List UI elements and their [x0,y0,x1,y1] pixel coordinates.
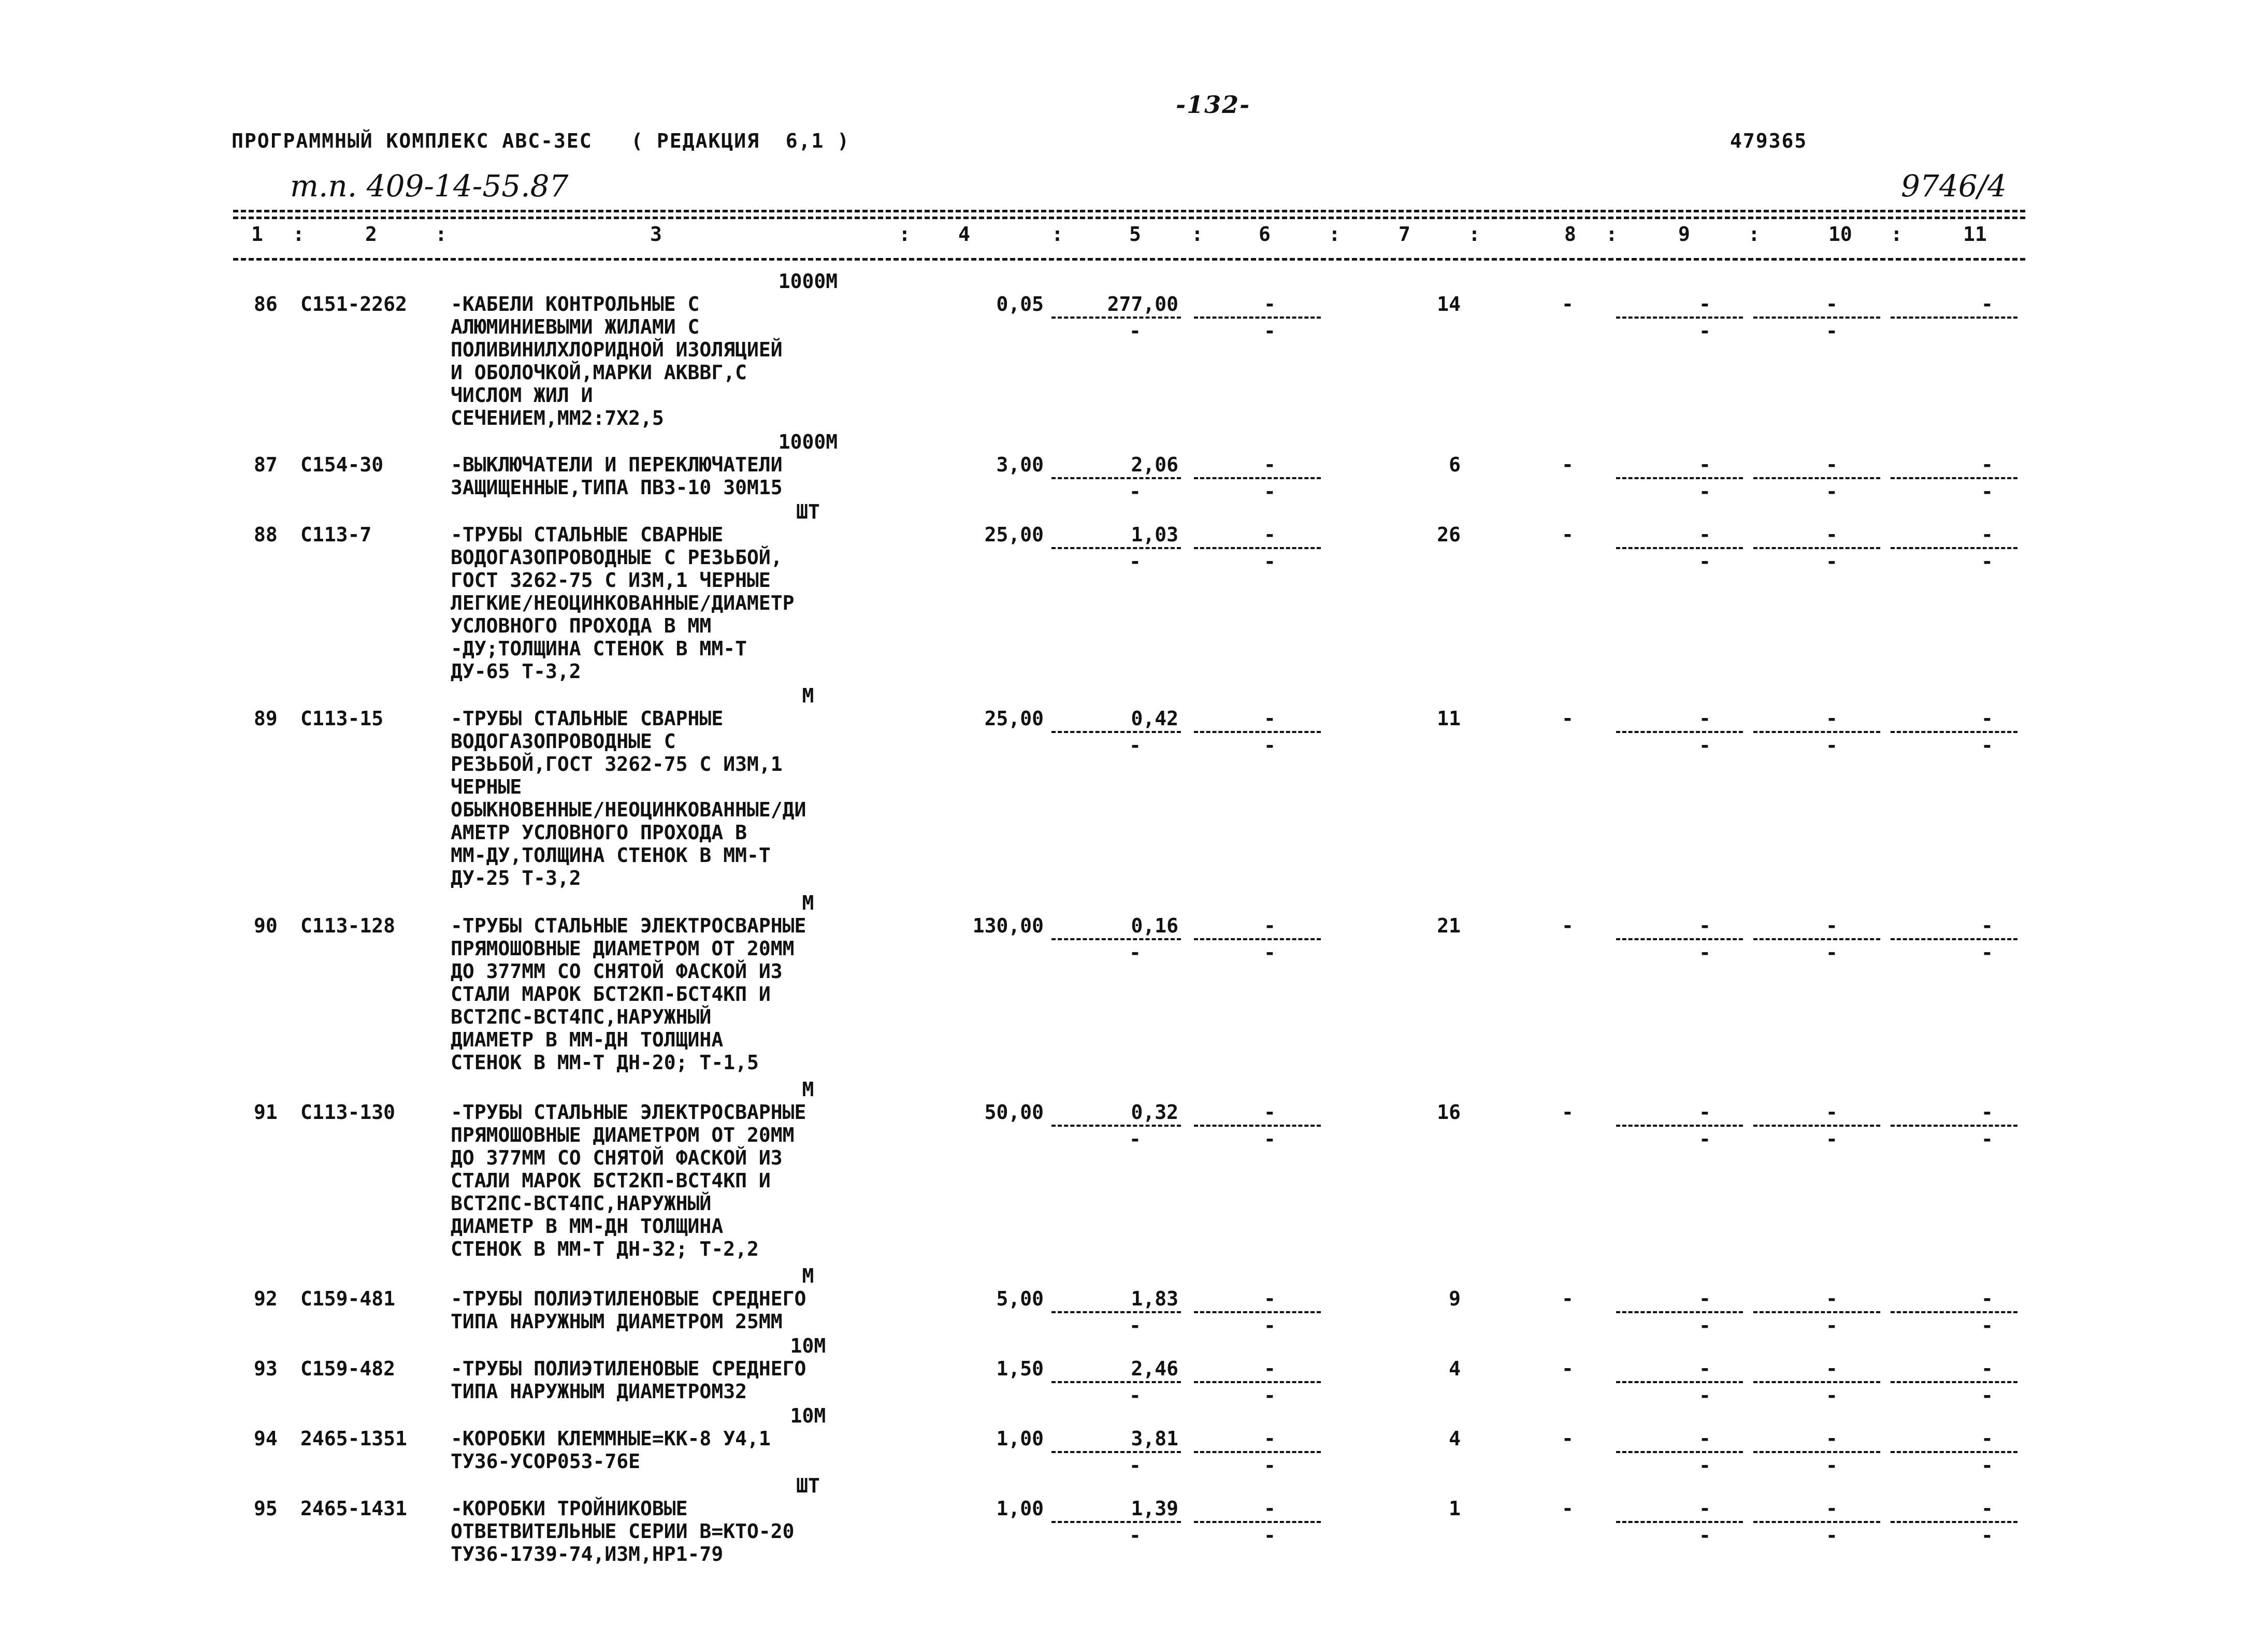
sub-value-6: - [1264,1128,1276,1151]
col-7-value: 16 [1437,1101,1461,1124]
col-10-value: - [1826,1427,1838,1450]
sub-value-9: - [1699,1384,1711,1407]
subtotal-rule [1753,938,1880,940]
resource-description: -ТРУБЫ ПОЛИЭТИЛЕНОВЫЕ СРЕДНЕГО ТИПА НАРУЖНЫМ ДИАМЕТРОМ32 [451,1357,806,1403]
sub-value-10: - [1826,480,1838,503]
sub-value-11: - [1981,1128,1993,1151]
row-number: 89 [254,707,278,730]
subtotal-rule [1616,317,1743,319]
sub-value-11: - [1981,1384,1993,1407]
subtotal-rule [1891,1311,2017,1313]
sub-value-10: - [1826,1524,1838,1547]
quantity: 1,00 [996,1427,1044,1450]
header-top-rule [233,210,2025,212]
row-number: 95 [254,1497,278,1520]
sub-value-11: - [1981,480,1993,503]
subtotal-rule [1891,1451,2017,1453]
col-7-value: 14 [1437,293,1461,315]
col-11-value: - [1981,523,1993,546]
unit-label: М [802,1265,814,1287]
resource-code: С113-130 [300,1101,396,1124]
column-header-3: 3 [650,223,662,246]
sub-value-11: - [1981,941,1993,964]
column-header-2: 2 [365,223,377,246]
sub-value-6: - [1264,1384,1276,1407]
col-10-value: - [1826,1101,1838,1124]
col-11-value: - [1981,1101,1993,1124]
subtotal-rule [1891,547,2017,549]
subtotal-rule [1051,317,1181,319]
subtotal-rule [1891,938,2017,940]
sub-value-5: - [1129,320,1141,342]
col-11-value: - [1981,1287,1993,1310]
row-number: 88 [254,523,278,546]
col-6-value: - [1264,707,1276,730]
sub-value-9: - [1699,320,1711,342]
unit-price: 2,46 [1131,1357,1178,1380]
sub-value-10: - [1826,320,1838,342]
subtotal-rule [1616,1125,1743,1127]
col-9-value: - [1699,707,1711,730]
subtotal-rule [1616,1521,1743,1523]
unit-price: 0,42 [1131,707,1178,730]
col-10-value: - [1826,1287,1838,1310]
subtotal-rule [1051,1381,1181,1383]
sub-value-11: - [1981,1454,1993,1477]
quantity: 1,50 [996,1357,1044,1380]
resource-description: -ТРУБЫ СТАЛЬНЫЕ СВАРНЫЕ ВОДОГАЗОПРОВОДНЫЕ С РЕЗЬБОЙ,ГОСТ 3262-75 С ИЗМ,1 ЧЕРНЫЕ ОБЫКНОВЕННЫЕ/НЕОЦИНКОВАННЫЕ/ДИ АМЕТР УСЛОВНОГО ПРОХОДА В ММ-ДУ,ТОЛЩИНА СТЕНОК В ММ-Т ДУ-25 Т-3,2 [451,707,806,889]
col-6-value: - [1264,914,1276,937]
resource-code: С113-7 [300,523,372,546]
column-header-10: 10 [1828,223,1852,246]
col-9-value: - [1699,1287,1711,1310]
sub-value-9: - [1699,480,1711,503]
subtotal-rule [1616,731,1743,733]
resource-code: С159-481 [300,1287,396,1310]
resource-code: 2465-1351 [300,1427,407,1450]
subtotal-rule [1051,547,1181,549]
col-8-value: - [1562,1101,1574,1124]
column-separator: : [899,223,911,246]
sub-value-6: - [1264,941,1276,964]
subtotal-rule [1194,1451,1321,1453]
col-6-value: - [1264,1287,1276,1310]
unit-price: 1,39 [1131,1497,1178,1520]
col-11-value: - [1981,1357,1993,1380]
subtotal-rule [1051,477,1181,479]
unit-label: М [802,892,814,914]
quantity: 25,00 [984,523,1044,546]
col-11-value: - [1981,914,1993,937]
sub-value-5: - [1129,1454,1141,1477]
col-10-value: - [1826,453,1838,476]
column-header-11: 11 [1963,223,1987,246]
sub-value-9: - [1699,1454,1711,1477]
sub-value-10: - [1826,1128,1838,1151]
resource-code: С154-30 [300,453,384,476]
subtotal-rule [1753,1311,1880,1313]
resource-code: С151-2262 [300,293,407,315]
subtotal-rule [1891,1521,2017,1523]
resource-code: С113-15 [300,707,384,730]
unit-label: 10М [790,1404,826,1427]
sub-value-6: - [1264,734,1276,757]
col-11-value: - [1981,707,1993,730]
column-header-8: 8 [1564,223,1576,246]
column-header-1: 1 [251,223,263,246]
col-8-value: - [1562,1287,1574,1310]
sub-value-5: - [1129,1384,1141,1407]
col-6-value: - [1264,1101,1276,1124]
quantity: 130,00 [972,914,1044,937]
sub-value-6: - [1264,1314,1276,1337]
column-separator: : [1329,223,1340,246]
quantity: 50,00 [984,1101,1044,1124]
column-header-9: 9 [1678,223,1690,246]
row-number: 94 [254,1427,278,1450]
column-header-7: 7 [1399,223,1410,246]
column-header-5: 5 [1129,223,1141,246]
sub-value-6: - [1264,1524,1276,1547]
subtotal-rule [1891,317,2017,319]
header-top-rule-2 [233,217,2025,219]
subtotal-rule [1051,1451,1181,1453]
sub-value-11: - [1981,734,1993,757]
quantity: 3,00 [996,453,1044,476]
col-10-value: - [1826,1357,1838,1380]
sub-value-9: - [1699,550,1711,573]
sub-value-5: - [1129,941,1141,964]
col-10-value: - [1826,707,1838,730]
col-6-value: - [1264,293,1276,315]
col-9-value: - [1699,293,1711,315]
unit-price: 3,81 [1131,1427,1178,1450]
col-9-value: - [1699,914,1711,937]
subtotal-rule [1616,547,1743,549]
subtotal-rule [1753,547,1880,549]
unit-label: М [802,684,814,707]
col-7-value: 11 [1437,707,1461,730]
sub-value-9: - [1699,1128,1711,1151]
unit-price: 1,03 [1131,523,1178,546]
resource-description: -КАБЕЛИ КОНТРОЛЬНЫЕ С АЛЮМИНИЕВЫМИ ЖИЛАМИ С ПОЛИВИНИЛХЛОРИДНОЙ ИЗОЛЯЦИЕЙ И ОБОЛОЧКОЙ,МАРКИ АКВВГ,С ЧИСЛОМ ЖИЛ И СЕЧЕНИЕМ,ММ2:7Х2,5 [451,293,783,429]
column-separator: : [1748,223,1760,246]
unit-price: 2,06 [1131,453,1178,476]
col-10-value: - [1826,293,1838,315]
resource-description: -ТРУБЫ ПОЛИЭТИЛЕНОВЫЕ СРЕДНЕГО ТИПА НАРУЖНЫМ ДИАМЕТРОМ 25ММ [451,1287,806,1333]
col-11-value: - [1981,1427,1993,1450]
row-number: 87 [254,453,278,476]
col-8-value: - [1562,453,1574,476]
subtotal-rule [1051,1125,1181,1127]
column-separator: : [1891,223,1902,246]
sub-value-9: - [1699,1314,1711,1337]
unit-label: 10М [790,1334,826,1357]
col-8-value: - [1562,1357,1574,1380]
col-6-value: - [1264,1497,1276,1520]
resource-description: -ВЫКЛЮЧАТЕЛИ И ПЕРЕКЛЮЧАТЕЛИ ЗАЩИЩЕННЫЕ,ТИПА ПВЗ-10 30М15 [451,453,783,499]
resource-description: -ТРУБЫ СТАЛЬНЫЕ СВАРНЫЕ ВОДОГАЗОПРОВОДНЫЕ С РЕЗЬБОЙ, ГОСТ 3262-75 С ИЗМ,1 ЧЕРНЫЕ ЛЕГКИЕ/НЕОЦИНКОВАННЫЕ/ДИАМЕТР УСЛОВНОГО ПРОХОДА В ММ -ДУ;ТОЛЩИНА СТЕНОК В ММ-Т ДУ-65 Т-3,2 [451,523,795,683]
subtotal-rule [1891,1381,2017,1383]
sub-value-5: - [1129,734,1141,757]
subtotal-rule [1051,1521,1181,1523]
subtotal-rule [1194,317,1321,319]
sub-value-5: - [1129,480,1141,503]
subtotal-rule [1194,938,1321,940]
column-separator: : [293,223,305,246]
resource-description: -ТРУБЫ СТАЛЬНЫЕ ЭЛЕКТРОСВАРНЫЕ ПРЯМОШОВНЫЕ ДИАМЕТРОМ ОТ 20ММ ДО 377ММ СО СНЯТОЙ ФАСКОЙ ИЗ СТАЛИ МАРОК БСТ2КП-ВСТ4КП И ВСТ2ПС-ВСТ4ПС,НАРУЖНЫЙ ДИАМЕТР В ММ-ДН ТОЛЩИНА СТЕНОК В ММ-Т ДН-32; Т-2,2 [451,1101,806,1260]
column-separator: : [1468,223,1480,246]
col-10-value: - [1826,914,1838,937]
subtotal-rule [1891,731,2017,733]
unit-label: М [802,1078,814,1101]
sub-value-9: - [1699,734,1711,757]
subtotal-rule [1616,938,1743,940]
resource-description: -ТРУБЫ СТАЛЬНЫЕ ЭЛЕКТРОСВАРНЫЕ ПРЯМОШОВНЫЕ ДИАМЕТРОМ ОТ 20ММ ДО 377ММ СО СНЯТОЙ ФАСКОЙ ИЗ СТАЛИ МАРОК БСТ2КП-БСТ4КП И ВСТ2ПС-ВСТ4ПС,НАРУЖНЫЙ ДИАМЕТР В ММ-ДН ТОЛЩИНА СТЕНОК В ММ-Т ДН-20; Т-1,5 [451,914,806,1074]
column-header-6: 6 [1259,223,1271,246]
subtotal-rule [1051,1311,1181,1313]
col-8-value: - [1562,707,1574,730]
sub-value-9: - [1699,941,1711,964]
column-header-4: 4 [958,223,970,246]
sub-value-5: - [1129,550,1141,573]
col-7-value: 4 [1449,1427,1461,1450]
subtotal-rule [1753,731,1880,733]
resource-description: -КОРОБКИ ТРОЙНИКОВЫЕ ОТВЕТВИТЕЛЬНЫЕ СЕРИИ В=КТО-20 ТУ36-1739-74,ИЗМ,НР1-79 [451,1497,795,1565]
sub-value-5: - [1129,1524,1141,1547]
sub-value-10: - [1826,1384,1838,1407]
subtotal-rule [1194,477,1321,479]
unit-label: ШТ [796,1474,820,1497]
subtotal-rule [1616,1451,1743,1453]
subtotal-rule [1753,1125,1880,1127]
col-10-value: - [1826,1497,1838,1520]
page-number-marker: -132- [1176,91,1251,119]
col-8-value: - [1562,523,1574,546]
col-7-value: 26 [1437,523,1461,546]
sub-value-10: - [1826,550,1838,573]
subtotal-rule [1753,1521,1880,1523]
unit-label: ШТ [796,500,820,523]
document-number: 479365 [1730,130,1808,152]
col-7-value: 6 [1449,453,1461,476]
resource-code: 2465-1431 [300,1497,407,1520]
subtotal-rule [1616,1311,1743,1313]
col-8-value: - [1562,1497,1574,1520]
column-separator: : [1606,223,1618,246]
subtotal-rule [1194,1521,1321,1523]
col-7-value: 1 [1449,1497,1461,1520]
col-9-value: - [1699,1427,1711,1450]
program-header: ПРОГРАММНЫЙ КОМПЛЕКС АВС-3ЕС ( РЕДАКЦИЯ 6,1 ) [232,130,851,152]
col-8-value: - [1562,293,1574,315]
quantity: 0,05 [996,293,1044,315]
sub-value-6: - [1264,1454,1276,1477]
sub-value-6: - [1264,550,1276,573]
resource-code: С113-128 [300,914,396,937]
col-6-value: - [1264,1427,1276,1450]
subtotal-rule [1194,547,1321,549]
sub-value-10: - [1826,734,1838,757]
subtotal-rule [1194,1125,1321,1127]
quantity: 1,00 [996,1497,1044,1520]
subtotal-rule [1194,1311,1321,1313]
column-separator: : [1191,223,1203,246]
col-9-value: - [1699,1357,1711,1380]
col-7-value: 9 [1449,1287,1461,1310]
col-6-value: - [1264,1357,1276,1380]
subtotal-rule [1753,1381,1880,1383]
col-6-value: - [1264,453,1276,476]
handwritten-sheet-number: 9746/4 [1901,168,2007,204]
col-9-value: - [1699,453,1711,476]
row-number: 86 [254,293,278,315]
col-11-value: - [1981,453,1993,476]
row-number: 93 [254,1357,278,1380]
subtotal-rule [1194,731,1321,733]
sub-value-11: - [1981,1314,1993,1337]
col-8-value: - [1562,914,1574,937]
handwritten-project-code: т.п. 409-14-55.87 [290,168,569,204]
sub-value-11: - [1981,1524,1993,1547]
unit-price: 0,16 [1131,914,1178,937]
resource-description: -КОРОБКИ КЛЕММНЫЕ=КК-8 У4,1 ТУ36-УСОР053-76Е [451,1427,771,1473]
subtotal-rule [1891,477,2017,479]
subtotal-rule [1891,1125,2017,1127]
sub-value-9: - [1699,1524,1711,1547]
col-9-value: - [1699,1497,1711,1520]
row-number: 90 [254,914,278,937]
subtotal-rule [1753,317,1880,319]
col-9-value: - [1699,1101,1711,1124]
subtotal-rule [1051,731,1181,733]
quantity: 5,00 [996,1287,1044,1310]
row-number: 92 [254,1287,278,1310]
sub-value-5: - [1129,1128,1141,1151]
row-number: 91 [254,1101,278,1124]
col-6-value: - [1264,523,1276,546]
col-8-value: - [1562,1427,1574,1450]
col-11-value: - [1981,1497,1993,1520]
unit-label: 1000М [778,430,838,453]
sub-value-10: - [1826,941,1838,964]
col-11-value: - [1981,293,1993,315]
col-7-value: 21 [1437,914,1461,937]
col-7-value: 4 [1449,1357,1461,1380]
unit-price: 0,32 [1131,1101,1178,1124]
quantity: 25,00 [984,707,1044,730]
sub-value-5: - [1129,1314,1141,1337]
sub-value-6: - [1264,320,1276,342]
subtotal-rule [1616,477,1743,479]
sub-value-6: - [1264,480,1276,503]
subtotal-rule [1194,1381,1321,1383]
column-separator: : [1051,223,1063,246]
column-separator: : [435,223,447,246]
sub-value-11: - [1981,550,1993,573]
unit-label: 1000М [778,270,838,293]
resource-code: С159-482 [300,1357,396,1380]
unit-price: 277,00 [1107,293,1178,315]
col-9-value: - [1699,523,1711,546]
header-bottom-rule [233,258,2025,261]
col-10-value: - [1826,523,1838,546]
subtotal-rule [1616,1381,1743,1383]
subtotal-rule [1051,938,1181,940]
sub-value-10: - [1826,1454,1838,1477]
subtotal-rule [1753,477,1880,479]
sub-value-10: - [1826,1314,1838,1337]
unit-price: 1,83 [1131,1287,1178,1310]
subtotal-rule [1753,1451,1880,1453]
